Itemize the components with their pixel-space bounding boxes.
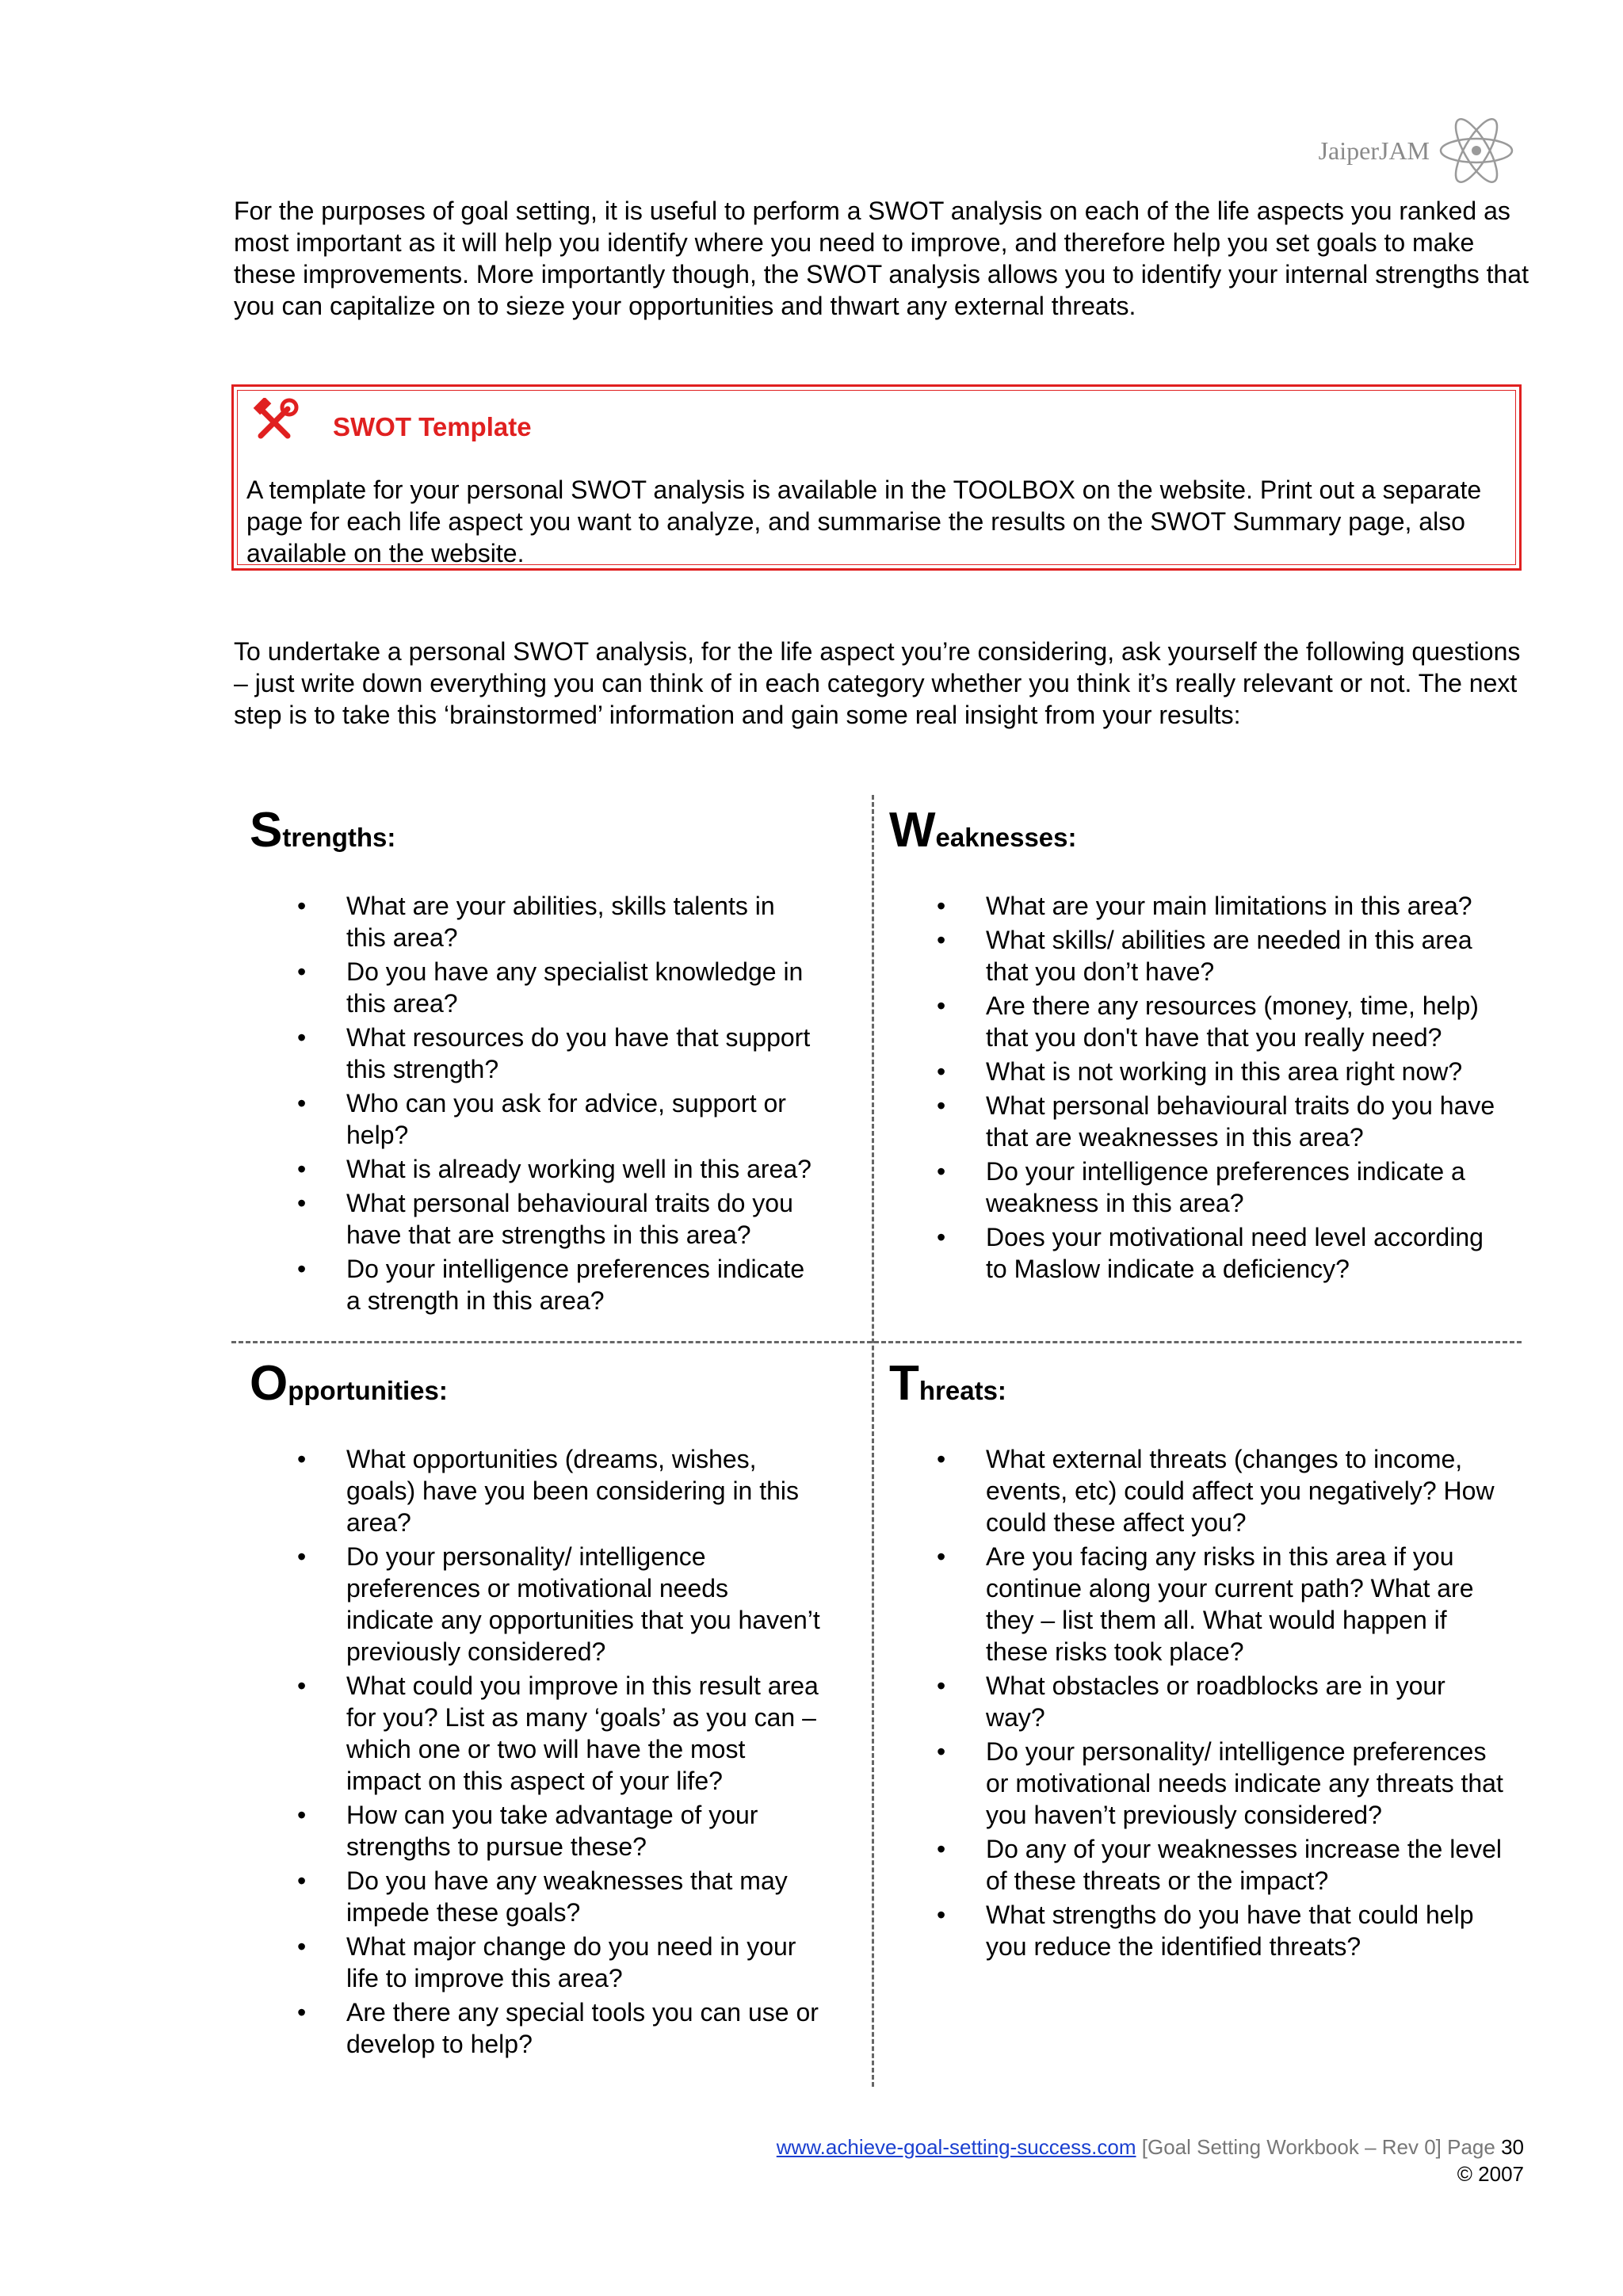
footer-line	[777, 2134, 1524, 2160]
strengths-label: trengths:	[282, 823, 396, 852]
list-item: • What personal behavioural traits do you have that are weaknesses in this area?	[937, 1090, 1507, 1153]
threats-label: hreats:	[918, 1376, 1006, 1405]
list-item: • Do your personality/ intelligence preferences or motivational needs indicate any opportunities that you haven’t previously considered?	[297, 1541, 820, 1668]
list-item: • Are you facing any risks in this area if you continue along your current path? What are they – list them all. What would happen if these risks took place?	[937, 1541, 1507, 1668]
list-item: • Do you have any weaknesses that may impede these goals?	[297, 1865, 820, 1928]
tools-icon	[251, 398, 299, 445]
weaknesses-label: eaknesses:	[935, 823, 1077, 852]
list-item: • What personal behavioural traits do you have that are strengths in this area?	[297, 1187, 820, 1251]
copyright: © 2007	[1457, 2162, 1524, 2186]
opportunities-list	[297, 1443, 820, 2062]
list-item: • What major change do you need in your life to improve this area?	[297, 1931, 820, 1994]
list-item: • What obstacles or roadblocks are in your way?	[937, 1670, 1507, 1733]
list-item: • Do you have any specialist knowledge in this area?	[297, 956, 820, 1019]
website-link[interactable]: www.achieve-goal-setting-success.com	[776, 2135, 1136, 2159]
workbook-meta: [Goal Setting Workbook – Rev 0] Page	[1141, 2135, 1502, 2159]
swot-template-callout	[231, 384, 1522, 571]
threats-heading	[889, 1352, 1006, 1415]
list-item: • Are there any resources (money, time, help) that you don't have that you really need?	[937, 990, 1507, 1053]
list-item: • Do any of your weaknesses increase the level of these threats or the impact?	[937, 1833, 1507, 1897]
list-item: • How can you take advantage of your strengths to pursue these?	[297, 1799, 820, 1862]
page-number: 30	[1501, 2135, 1524, 2159]
quadrant-horizontal-divider	[231, 1341, 1522, 1343]
list-item: • Do your personality/ intelligence preferences or motivational needs indicate any threats that you haven’t previously considered?	[937, 1736, 1507, 1831]
list-item: • Does your motivational need level according to Maslow indicate a deficiency?	[937, 1221, 1507, 1285]
strengths-heading	[250, 799, 395, 862]
list-item: • What is already working well in this area?	[297, 1153, 820, 1185]
threats-quadrant	[889, 1352, 1503, 1961]
opportunities-letter: O	[250, 1356, 288, 1411]
list-item: • What could you improve in this result area for you? List as many ‘goals’ as you can – which one or two will have the most impact on this aspect of your life?	[297, 1670, 820, 1797]
weaknesses-letter: W	[889, 803, 936, 858]
list-item: • What skills/ abilities are needed in this area that you don’t have?	[937, 924, 1507, 988]
strengths-list	[297, 890, 820, 1319]
quadrant-vertical-divider	[872, 795, 874, 2087]
opportunities-label: pportunities:	[288, 1376, 448, 1405]
page-header	[1319, 115, 1520, 186]
weaknesses-list	[937, 890, 1507, 1287]
list-item: • What is not working in this area right now?	[937, 1056, 1507, 1087]
list-item: • What strengths do you have that could help you reduce the identified threats?	[937, 1899, 1507, 1962]
callout-body: A template for your personal SWOT analysis is available in the TOOLBOX on the website. Print out a separate page for each life aspect you want to analyze, and summarise the results on the SWOT Summary page, also available on the website.	[246, 476, 1482, 567]
brand-name: JaiperJAM	[1318, 136, 1430, 165]
strengths-quadrant	[250, 799, 812, 1315]
intro-paragraph: For the purposes of goal setting, it is useful to perform a SWOT analysis on each of the life aspects you ranked as most important as it will help you identify where you need to improve, and therefore help you set goals to make these improvements. More importantly though, the SWOT analysis allows you to identify your internal strengths that you can capitalize on to sieze your opportunities and thwart any external threats.	[234, 197, 1529, 320]
callout-title: SWOT Template	[333, 412, 532, 441]
list-item: • Do your intelligence preferences indicate a strength in this area?	[297, 1253, 820, 1316]
page-footer	[777, 2134, 1524, 2187]
threats-letter: T	[889, 1356, 919, 1411]
list-item: • What are your main limitations in this area?	[937, 890, 1507, 922]
weaknesses-heading	[889, 799, 1077, 862]
list-item: • What external threats (changes to income, events, etc) could affect you negatively? How could these affect you?	[937, 1443, 1507, 1538]
list-item: • What opportunities (dreams, wishes, goals) have you been considering in this area?	[297, 1443, 820, 1538]
swot-instructions-paragraph: To undertake a personal SWOT analysis, for the life aspect you’re considering, ask yourself the following questions – just write down everything you can think of in each category whether you think it’s really relevant or not. The next step is to take this ‘brainstormed’ information and gain some real insight from your results:	[234, 637, 1521, 729]
threats-list	[937, 1443, 1507, 1965]
opportunities-quadrant	[250, 1352, 820, 2058]
list-item: • What resources do you have that support this strength?	[297, 1022, 820, 1085]
list-item: • What are your abilities, skills talents in this area?	[297, 890, 820, 953]
weaknesses-quadrant	[889, 799, 1495, 1283]
opportunities-heading	[250, 1352, 448, 1415]
list-item: • Who can you ask for advice, support or help?	[297, 1087, 820, 1151]
strengths-letter: S	[250, 803, 283, 858]
list-item: • Are there any special tools you can use or develop to help?	[297, 1996, 820, 2060]
list-item: • Do your intelligence preferences indicate a weakness in this area?	[937, 1156, 1507, 1219]
atom-logo-icon	[1433, 115, 1520, 186]
